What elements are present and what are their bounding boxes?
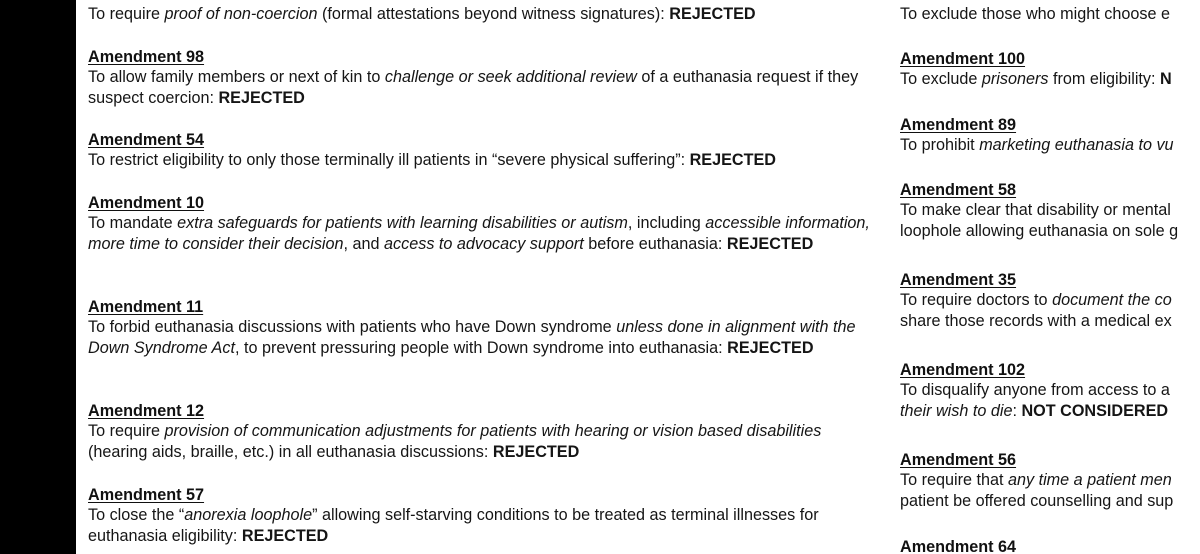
text-segment: To allow family members or next of kin to <box>88 68 385 86</box>
amendment-57-text <box>88 505 878 547</box>
text-segment: accessible information, more time to consider their decision <box>88 214 870 253</box>
amendment-35-text <box>900 290 1200 332</box>
text-line <box>900 470 1200 491</box>
status-text: REJECTED <box>689 151 776 169</box>
amendment-102-text <box>900 380 1200 422</box>
right-top-line <box>900 4 1200 25</box>
text-segment: : <box>1012 402 1022 420</box>
left-top-line <box>88 4 878 25</box>
amendment-56 <box>900 450 1200 512</box>
text-line <box>900 491 1200 512</box>
amendment-89-text <box>900 135 1200 156</box>
text-segment: To require <box>88 422 165 440</box>
status-text: NOT CONSIDERED <box>1021 402 1169 420</box>
right-top-line-text <box>900 4 1200 25</box>
amendment-98-text <box>88 67 878 109</box>
amendment-100-title: Amendment 100 <box>900 50 1026 68</box>
right-column <box>900 0 1200 554</box>
text-segment: To close the “ <box>88 506 185 524</box>
amendment-58-title: Amendment 58 <box>900 181 1017 199</box>
amendment-58-text <box>900 200 1200 242</box>
left-top-line-text <box>88 4 878 25</box>
status-text: REJECTED <box>727 339 814 357</box>
text-segment: To prohibit <box>900 136 980 154</box>
left-black-margin <box>0 0 76 554</box>
amendment-10-title: Amendment 10 <box>88 194 205 212</box>
text-segment: loophole allowing euthanasia on sole g <box>900 222 1179 240</box>
text-segment: extra safeguards for patients with learning disabilities or autism <box>177 214 628 232</box>
text-segment: document the co <box>1052 291 1172 309</box>
text-segment: access to advocacy support <box>384 235 584 253</box>
text-segment: , to prevent pressuring people with Down syndrome into euthanasia: <box>234 339 728 357</box>
status-text: N <box>1160 70 1172 88</box>
text-segment: of a euthanasia request if they suspect coercion: <box>88 68 859 107</box>
text-segment: from eligibility: <box>1048 70 1161 88</box>
text-segment: To exclude those who might choose e <box>900 5 1170 23</box>
amendment-102-title: Amendment 102 <box>900 361 1026 379</box>
amendment-54-title: Amendment 54 <box>88 131 205 149</box>
text-segment: (hearing aids, braille, etc.) in all euthanasia discussions: <box>88 443 493 461</box>
amendment-35 <box>900 270 1200 332</box>
text-segment: share those records with a medical ex <box>900 312 1172 330</box>
amendment-98 <box>88 47 878 109</box>
amendment-11-title: Amendment 11 <box>88 298 204 316</box>
amendment-56-text <box>900 470 1200 512</box>
text-line <box>900 290 1200 311</box>
text-segment: their wish to die <box>900 402 1013 420</box>
text-line <box>900 401 1200 422</box>
amendment-89 <box>900 115 1200 156</box>
amendment-64-title: Amendment 64 <box>900 538 1017 554</box>
amendment-57 <box>88 485 878 547</box>
text-segment: any time a patient men <box>1007 471 1172 489</box>
text-segment: To forbid euthanasia discussions with patients who have Down syndrome <box>88 318 617 336</box>
text-segment: unless done in alignment with the Down Syndrome Act <box>88 318 856 357</box>
amendment-10-text <box>88 213 878 255</box>
amendment-102 <box>900 360 1200 422</box>
text-segment: marketing euthanasia to vu <box>979 136 1174 154</box>
status-text: REJECTED <box>726 235 814 253</box>
text-line <box>900 221 1200 242</box>
text-segment: proof of non-coercion <box>164 5 318 23</box>
status-text: REJECTED <box>218 89 305 107</box>
text-segment: To require doctors to <box>900 291 1053 309</box>
text-segment: To mandate <box>88 214 178 232</box>
text-segment: , and <box>343 235 385 253</box>
amendment-12-text <box>88 421 878 463</box>
text-segment: challenge or seek additional review <box>384 68 637 86</box>
text-segment: anorexia loophole <box>184 506 313 524</box>
amendment-11-text <box>88 317 878 359</box>
text-segment: To disqualify anyone from access to a <box>900 381 1170 399</box>
amendment-11 <box>88 297 878 359</box>
text-segment: provision of communication adjustments for patients with hearing or vision based disabilities <box>164 422 822 440</box>
status-text: REJECTED <box>492 443 580 461</box>
text-line <box>900 380 1200 401</box>
text-segment: (formal attestations beyond witness signatures): <box>317 5 670 23</box>
text-line <box>900 135 1200 156</box>
text-segment: To require that <box>900 471 1008 489</box>
amendment-58 <box>900 180 1200 242</box>
amendment-12 <box>88 401 878 463</box>
amendment-57-title: Amendment 57 <box>88 486 205 504</box>
left-column <box>88 0 878 554</box>
text-segment: ” allowing self-starving conditions to be treated as terminal illnesses for euthanasia eligibility: <box>88 506 819 545</box>
text-line <box>900 69 1200 90</box>
text-segment: prisoners <box>981 70 1049 88</box>
text-segment: To make clear that disability or mental <box>900 201 1171 219</box>
status-text: REJECTED <box>241 527 329 545</box>
text-segment: , including <box>627 214 706 232</box>
amendment-56-title: Amendment 56 <box>900 451 1017 469</box>
amendment-98-title: Amendment 98 <box>88 48 205 66</box>
amendment-89-title: Amendment 89 <box>900 116 1017 134</box>
amendment-100-text <box>900 69 1200 90</box>
status-text: REJECTED <box>669 5 756 23</box>
amendment-10 <box>88 193 878 255</box>
text-segment: patient be offered counselling and sup <box>900 492 1174 510</box>
amendment-12-title: Amendment 12 <box>88 402 205 420</box>
text-segment: To require <box>88 5 165 23</box>
text-segment: To restrict eligibility to only those terminally ill patients in “severe physical suffering”: <box>88 151 690 169</box>
text-line <box>900 200 1200 221</box>
text-segment: To exclude <box>900 70 982 88</box>
amendment-64 <box>900 537 1200 554</box>
amendment-100 <box>900 49 1200 90</box>
amendment-54-text <box>88 150 878 171</box>
text-segment: before euthanasia: <box>583 235 727 253</box>
amendment-54 <box>88 130 878 171</box>
amendment-35-title: Amendment 35 <box>900 271 1017 289</box>
text-line <box>900 311 1200 332</box>
